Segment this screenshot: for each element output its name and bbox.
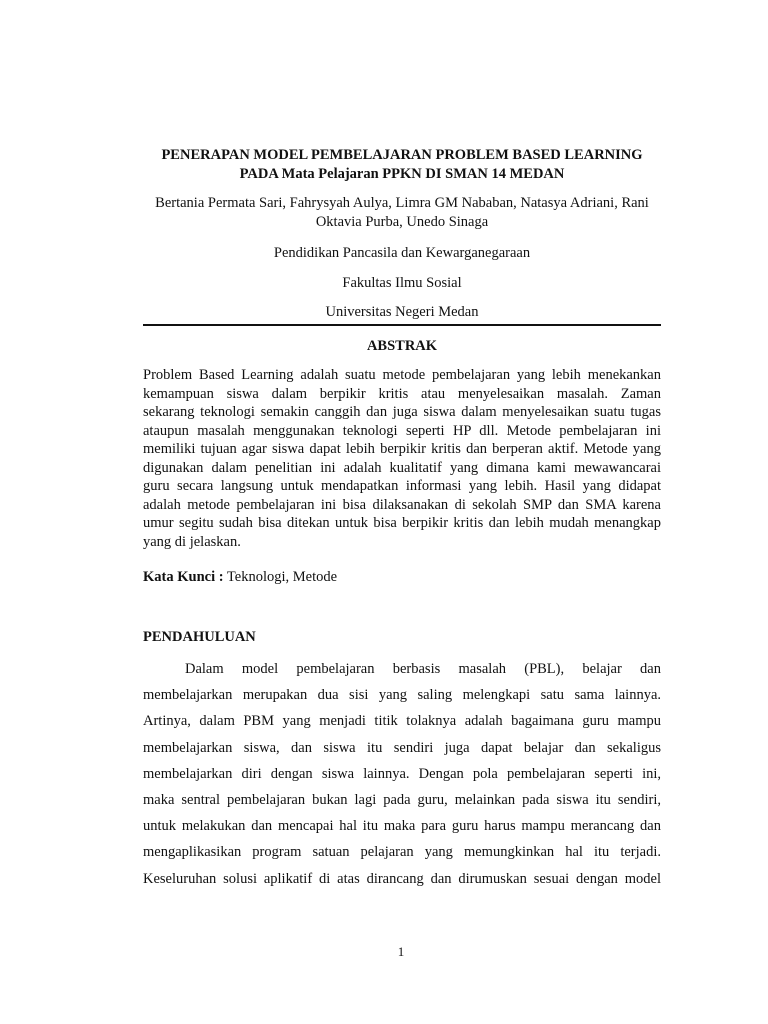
- abstract-text: [143, 366, 661, 551]
- author-line-1: Bertania Permata Sari, Fahrysyah Aulya, Limra GM Nababan, Natasya Adriani, Rani: [155, 195, 649, 211]
- author-list: [130, 194, 674, 232]
- body-line: mengaplikasikan program satuan pelajaran yang memungkinkan hal itu terjadi.: [143, 844, 661, 861]
- abstract-line: sekarang teknologi semakin canggih dan juga siswa dalam menyelesaikan suatu tugas: [143, 404, 661, 420]
- abstract-line: memiliki tujuan agar siswa dapat lebih berpikir kritis dan berperan aktif. Metode yang: [143, 441, 661, 457]
- page-number: 1: [397, 944, 405, 959]
- body-line: maka sentral pembelajaran bukan lagi pada guru, melainkan pada siswa itu sendiri,: [143, 792, 661, 809]
- section-heading-introduction: PENDAHULUAN: [143, 629, 256, 645]
- abstract-line: yang di jelaskan.: [143, 533, 241, 550]
- body-line: Artinya, dalam PBM yang menjadi titik tolaknya adalah bagaimana guru mampu: [143, 713, 661, 730]
- abstract-line: guru secara langsung untuk mendapatkan informasi yang lebih. Hasil yang didapat: [143, 478, 661, 494]
- author-line-2: Oktavia Purba, Unedo Sinaga: [315, 214, 489, 230]
- paper-title: [100, 146, 704, 184]
- abstract-line: umur segitu sudah bisa ditekan untuk bisa berpikir kritis dan lebih mudah menangkap: [143, 515, 661, 531]
- abstract-line: Problem Based Learning adalah suatu metode pembelajaran yang lebih menekankan: [143, 367, 661, 383]
- abstract-line: digunakan dalam penelitian ini adalah kualitatif yang dimana kami mewawancarai: [143, 459, 661, 476]
- body-line: membelajarkan siswa, dan siswa itu sendiri juga dapat belajar dan sekaligus: [143, 739, 661, 756]
- keywords: [143, 568, 337, 587]
- paper-title-line-2: PADA Mata Pelajaran PPKN DI SMAN 14 MEDAN: [239, 166, 565, 182]
- body-line: membelajarkan diri dengan siswa lainnya. Dengan pola pembelajaran seperti ini,: [143, 765, 661, 782]
- abstract-line: ataupun masalah menggunakan teknologi seperti HP dll. Metode pembelajaran ini: [143, 422, 661, 439]
- abstract-heading: ABSTRAK: [366, 338, 438, 354]
- keywords-value: Teknologi, Metode: [223, 569, 338, 585]
- body-line: Dalam model pembelajaran berbasis masalah (PBL), belajar dan: [185, 661, 661, 677]
- affiliation-faculty: Fakultas Ilmu Sosial: [342, 275, 462, 291]
- body-line: membelajarkan merupakan dua sisi yang saling melengkapi satu sama lainnya.: [143, 687, 661, 704]
- paper-title-line-1: PENERAPAN MODEL PEMBELAJARAN PROBLEM BASED LEARNING: [161, 147, 643, 163]
- keywords-label: Kata Kunci :: [143, 569, 224, 585]
- body-line: Keseluruhan solusi aplikatif di atas dirancang dan dirumuskan sesuai dengan model: [143, 870, 661, 887]
- header-divider: [143, 324, 661, 326]
- body-line: untuk melakukan dan mencapai hal itu maka para guru harus mampu merancang dan: [143, 818, 661, 835]
- affiliation-department: Pendidikan Pancasila dan Kewarganegaraan: [273, 245, 531, 261]
- abstract-line: adalah metode pembelajaran ini bisa dilaksanakan di sekolah SMP dan SMA karena: [143, 496, 661, 513]
- introduction-text: [143, 656, 661, 892]
- abstract-line: kemampuan siswa dalam berpikir kritis atau menyelesaikan masalah. Zaman: [143, 385, 661, 402]
- affiliation-university: Universitas Negeri Medan: [325, 304, 479, 320]
